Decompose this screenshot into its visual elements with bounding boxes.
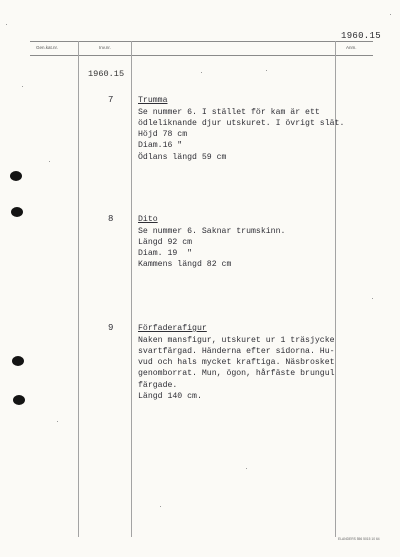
inv-date: 1960.15 xyxy=(88,69,125,79)
column-divider-1 xyxy=(78,41,79,537)
entry-line: vud och hals mycket kraftiga. Näsbrosket xyxy=(138,358,335,368)
entry-number: 9 xyxy=(108,323,114,333)
entry-number: 8 xyxy=(108,214,114,224)
entry-title: Trumma xyxy=(138,96,168,105)
entry-line: Längd 92 cm xyxy=(138,237,193,247)
entry-line: svartfärgad. Händerna efter sidorna. Hu- xyxy=(138,346,335,356)
speck xyxy=(201,72,202,73)
header-rule xyxy=(30,55,373,56)
column-divider-2 xyxy=(131,41,132,537)
entry-line: Se nummer 6. Saknar trumskinn. xyxy=(138,226,286,236)
column-head-inv: Inv.nr. xyxy=(99,45,111,50)
speck xyxy=(22,86,23,87)
column-divider-3 xyxy=(335,41,336,537)
punch-hole xyxy=(10,171,22,181)
catalog-number: 1960.15 xyxy=(341,31,381,41)
entry-line: Höjd 78 cm xyxy=(138,130,188,140)
speck xyxy=(57,421,58,422)
entry-title: Förfaderafigur xyxy=(138,324,207,333)
entry-line: Kammens längd 82 cm xyxy=(138,260,232,270)
entry-line: Se nummer 6. I stället för kam är ett xyxy=(138,107,320,117)
entry-line: Längd 140 cm. xyxy=(138,392,202,401)
column-head-anm: Anm. xyxy=(346,45,357,50)
speck xyxy=(372,298,373,299)
entry-line: Diam. 19 " xyxy=(138,249,193,259)
punch-hole xyxy=(12,356,24,366)
entry-line: Naken mansfigur, utskuret ur 1 träsjycke xyxy=(138,335,335,345)
punch-hole xyxy=(11,207,23,217)
speck xyxy=(49,161,50,162)
entry-line: färgade. xyxy=(138,380,178,390)
entry-line: Ödlans längd 59 cm xyxy=(138,152,227,162)
speck xyxy=(390,14,391,15)
entry-line: Diam.16 " xyxy=(138,141,183,151)
entry-number: 7 xyxy=(108,95,114,105)
speck xyxy=(266,70,267,71)
punch-hole xyxy=(13,395,25,405)
top-rule xyxy=(30,41,373,42)
speck xyxy=(6,24,7,25)
column-head-gen-kat: Gen.kat.nr. xyxy=(36,45,59,50)
entry-title: Dito xyxy=(138,215,158,224)
speck xyxy=(160,506,161,507)
entry-line: ödleliknande djur utskuret. I övrigt slät. xyxy=(138,118,345,128)
speck xyxy=(246,468,247,469)
printer-mark: ELANDERS 556 5015 10 64 xyxy=(338,537,380,541)
entry-line: genomborrat. Mun, ögon, hårfäste brungul xyxy=(138,369,335,379)
